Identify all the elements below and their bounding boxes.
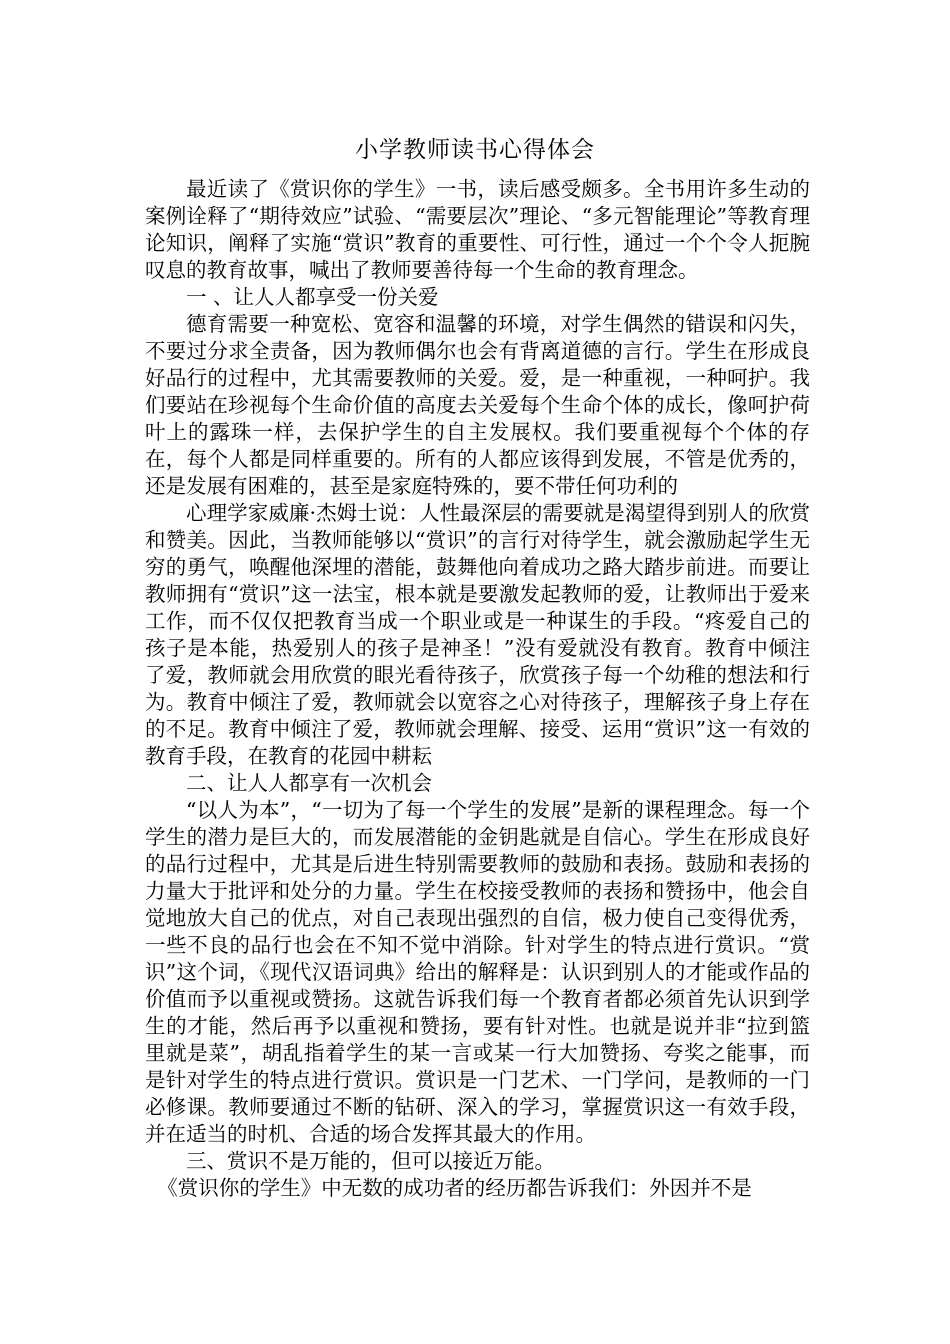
paragraph-care: 德育需要一种宽松、宽容和温馨的环境，对学生偶然的错误和闪失，不要过分求全责备，因为教师偶尔也会有背离道德的言行。学生在形成良好品行的过程中，尤其需要教师的关爱。爱，是一种重视，一种呵护。我们要站在珍视每个生命价值的高度去关爱每个生命个体的成长，像呵护荷叶上的露珠一样，去保护学生的自主发展权。我们要重视每个个体的存在，每个人都是同样重要的。所有的人都应该得到发展，不管是优秀的，还是发展有困难的，甚至是家庭特殊的，要不带任何功利的 — [145, 312, 810, 498]
document-body — [145, 176, 810, 1202]
paragraph-opportunity: “以人为本”，“一切为了每一个学生的发展”是新的课程理念。每一个学生的潜力是巨大的，而发展潜能的金钥匙就是自信心。学生在形成良好的品行过程中，尤其是后进生特别需要教师的鼓励和表扬。鼓励和表扬的力量大于批评和处分的力量。学生在校接受教师的表扬和赞扬中，他会自觉地放大自己的优点，对自己表现出强烈的自信，极力使自己变得优秀，一些不良的品行也会在不知不觉中消除。针对学生的特点进行赏识。“赏识”这个词，《现代汉语词典》给出的解释是：认识到别人的才能或作品的价值而予以重视或赞扬。这就告诉我们每一个教育者都必须首先认识到学生的才能，然后再予以重视和赞扬，要有针对性。也就是说并非“拉到篮里就是菜”，胡乱指着学生的某一言或某一行大加赞扬、夸奖之能事，而是针对学生的特点进行赏识。赏识是一门艺术、一门学问，是教师的一门必修课。教师要通过不断的钻研、深入的学习，掌握赏识这一有效手段，并在适当的时机、合适的场合发挥其最大的作用。 — [145, 798, 810, 1146]
section-heading-3: 三、赏识不是万能的，但可以接近万能。 — [186, 1149, 555, 1173]
paragraph-psychology: 心理学家威廉·杰姆士说：人性最深层的需要就是渴望得到别人的欣赏和赞美。因此，当教师能够以“赏识”的言行对待学生，就会激励起学生无穷的勇气，唤醒他深埋的潜能，鼓舞他向着成功之路大踏步前进。而要让教师拥有“赏识”这一法宝，根本就是要激发起教师的爱，让教师出于爱来工作，而不仅仅把教育当成一个职业或是一种谋生的手段。“疼爱自己的孩子是本能，热爱别人的孩子是神圣！”没有爱就没有教育。教育中倾注了爱，教师就会用欣赏的眼光看待孩子，欣赏孩子每一个幼稚的想法和行为。教育中倾注了爱，教师就会以宽容之心对待孩子，理解孩子身上存在的不足。教育中倾注了爱，教师就会理解、接受、运用“赏识”这一有效的教育手段，在教育的花园中耕耘 — [145, 501, 810, 768]
section-heading-1: 一 、让人人都享受一份关爱 — [186, 285, 439, 309]
section-heading-2: 二、让人人都享有一次机会 — [186, 771, 432, 795]
paragraph-intro: 最近读了《赏识你的学生》一书，读后感受颇多。全书用许多生动的案例诠释了“期待效应”试验、“需要层次”理论、“多元智能理论”等教育理论知识，阐释了实施“赏识”教育的重要性、可行性，通过一个个令人扼腕叹息的教育故事，喊出了教师要善待每一个生命的教育理念。 — [145, 177, 810, 282]
document-title: 小学教师读书心得体会 — [355, 137, 595, 163]
paragraph-final: 《赏识你的学生》中无数的成功者的经历都告诉我们：外因并不是 — [157, 1176, 752, 1200]
